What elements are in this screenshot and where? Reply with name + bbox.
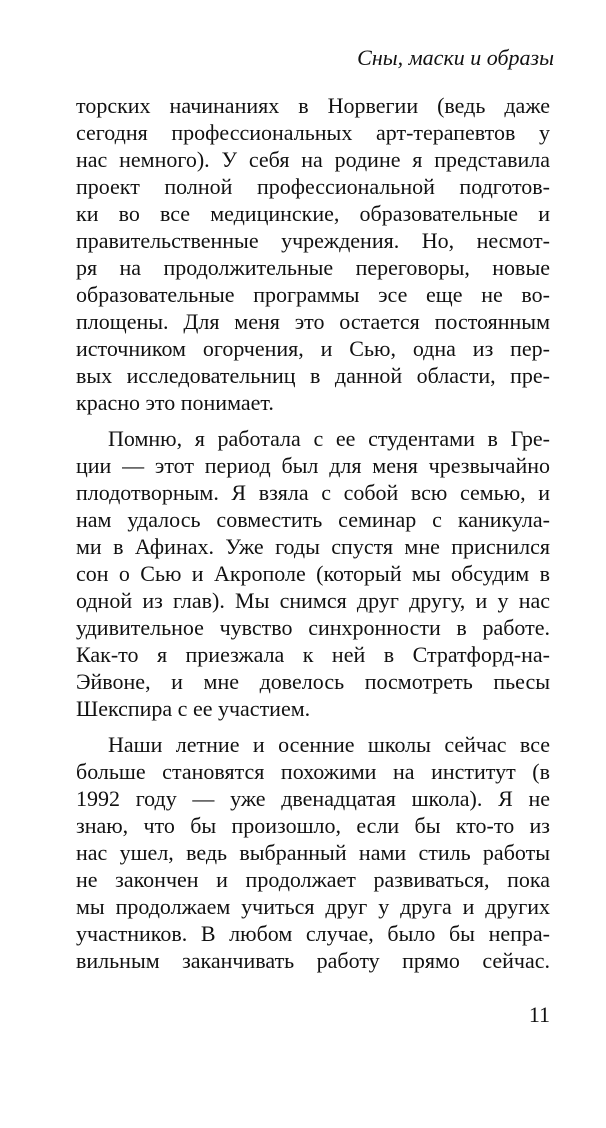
- text-line: Наши летние и осенние школы сейчас все: [108, 732, 550, 757]
- text-line: ки во все медицинские, образовательные и: [76, 201, 550, 226]
- text-line: нам удалось совместить семинар с каникула-: [76, 507, 550, 532]
- text-line: одной из глав). Мы снимся друг другу, и у нас: [76, 588, 550, 613]
- text-line: Помню, я работала с ее студентами в Гре-: [108, 426, 550, 451]
- text-line: нас немного). У себя на родине я представила: [76, 147, 550, 172]
- text-line: ции — этот период был для меня чрезвычайно: [76, 453, 550, 478]
- text-line: знаю, что бы произошло, если бы кто-то из: [76, 813, 550, 838]
- paragraph: [76, 92, 550, 416]
- text-line: удивительное чувство синхронности в работе.: [76, 615, 550, 640]
- page-number: 11: [528, 1002, 550, 1027]
- text-line: не закончен и продолжает развиваться, пока: [76, 867, 550, 892]
- text-line: торских начинаниях в Норвегии (ведь даже: [76, 93, 550, 118]
- paragraph: [76, 731, 550, 974]
- text-line: плодотворным. Я взяла с собой всю семью, и: [76, 480, 550, 505]
- text-line: ря на продолжительные переговоры, новые: [76, 255, 550, 280]
- body-text: [76, 92, 550, 974]
- text-line: правительственные учреждения. Но, несмот-: [76, 228, 550, 253]
- text-line: Эйвоне, и мне довелось посмотреть пьесы: [76, 669, 550, 694]
- text-line: нас ушел, ведь выбранный нами стиль работы: [76, 840, 550, 865]
- text-line: вильным заканчивать работу прямо сейчас.: [76, 948, 550, 973]
- text-line: источником огорчения, и Сью, одна из пер-: [76, 336, 550, 361]
- paragraph: [76, 425, 550, 722]
- text-line: мы продолжаем учиться друг у друга и других: [76, 894, 550, 919]
- text-line: вых исследовательниц в данной области, пре-: [76, 363, 550, 388]
- paragraph-gap: [76, 416, 550, 425]
- text-line: образовательные программы эсе еще не во-: [76, 282, 550, 307]
- text-line: участников. В любом случае, было бы непра-: [76, 921, 550, 946]
- text-line: сон о Сью и Акрополе (который мы обсудим в: [76, 561, 550, 586]
- text-line: Как-то я приезжала к ней в Стратфорд-на-: [76, 642, 550, 667]
- text-line: ми в Афинах. Уже годы спустя мне приснился: [76, 534, 550, 559]
- text-line: Шекспира с ее участием.: [76, 696, 311, 721]
- running-header: Сны, маски и образы: [357, 45, 554, 70]
- text-line: больше становятся похожими на институт (в: [76, 759, 550, 784]
- text-line: 1992 году — уже двенадцатая школа). Я не: [76, 786, 550, 811]
- text-line: сегодня профессиональных арт-терапевтов у: [76, 120, 550, 145]
- paragraph-gap: [76, 722, 550, 731]
- text-line: проект полной профессиональной подготов-: [76, 174, 550, 199]
- text-line: красно это понимает.: [76, 390, 274, 415]
- text-line: площены. Для меня это остается постоянным: [76, 309, 550, 334]
